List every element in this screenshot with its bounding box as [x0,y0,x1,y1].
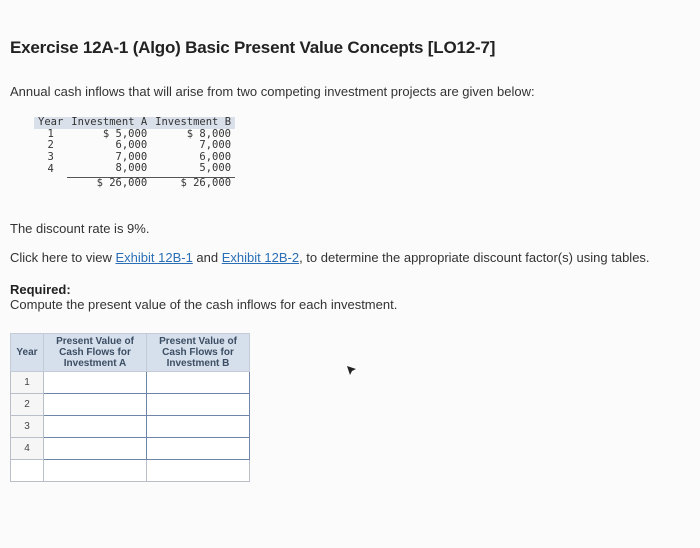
pv-investment-a-year-4-cell [44,438,147,460]
click-prefix: Click here to view [10,250,116,265]
investment-a-cell: 8,000 [115,162,148,174]
total-row-blank [11,460,250,482]
pv-investment-b-year-4-cell [147,438,250,460]
answer-year-cell: 4 [11,438,44,460]
pv-investment-a-year-1-input[interactable] [44,373,146,392]
mouse-pointer-icon-svg [346,365,358,377]
cash-inflows-header-row [34,117,235,129]
pv-investment-a-total-cell [44,460,147,482]
intro-text: Annual cash inflows that will arise from two competing investment projects are given below: [10,84,535,99]
discount-rate-text: The discount rate is 9%. [10,221,150,236]
click-suffix: , to determine the appropriate discount factor(s) using tables. [299,250,650,265]
answer-year-cell: 3 [11,416,44,438]
exhibit-12b-2-link[interactable]: Exhibit 12B-2 [221,250,300,265]
total-row [34,177,235,189]
pv-investment-a-year-2-cell [44,394,147,416]
present-value-answer-table [10,333,250,482]
pv-investment-a-total-input[interactable] [44,461,146,480]
exhibit-12b-1-link[interactable]: Exhibit 12B-1 [115,250,193,265]
pv-investment-b-year-4-input[interactable] [147,439,249,458]
pv-investment-b-year-3-input[interactable] [147,417,249,436]
header-investment-b: Investment B [151,117,235,129]
investment-b-cell: 6,000 [199,150,232,163]
pv-investment-a-year-2-input[interactable] [44,395,146,414]
table-row [11,372,250,394]
table-row [11,394,250,416]
pv-investment-a-year-1-cell [44,372,147,394]
answer-year-cell: 2 [11,394,44,416]
answer-header-row [11,334,250,372]
table-row [34,140,235,152]
year-cell: 4 [47,163,54,176]
pv-investment-a-year-3-input[interactable] [44,417,146,436]
table-row [11,416,250,438]
pv-investment-b-year-1-input[interactable] [147,373,249,392]
investment-b-cell: 7,000 [199,139,232,151]
pv-investment-a-year-4-input[interactable] [44,439,146,458]
investment-a-cell: 7,000 [115,150,148,163]
pv-investment-a-year-3-cell [44,416,147,438]
required-label: Required: [10,282,71,297]
investment-b-cell: 5,000 [199,162,232,174]
table-row [11,438,250,460]
header-investment-a: Investment A [67,117,151,129]
pv-investment-b-year-1-cell [147,372,250,394]
answer-year-cell-blank [11,460,44,482]
year-cell-blank [34,177,67,189]
pv-investment-b-year-2-cell [147,394,250,416]
pv-investment-b-year-2-input[interactable] [147,395,249,414]
pv-investment-b-year-3-cell [147,416,250,438]
table-row [34,163,235,177]
year-cell: 2 [47,139,54,151]
header-year: Year [34,117,67,129]
year-cell: 1 [47,127,54,140]
answer-header-investment-a: Present Value of Cash Flows for Investment A [44,334,147,372]
exercise-title: Exercise 12A-1 (Algo) Basic Present Value Concepts [LO12-7] [10,38,496,57]
exhibit-instructions [10,250,650,265]
investment-b-cell: $ 8,000 [186,127,232,140]
investment-a-cell: 6,000 [115,139,148,151]
required-text: Compute the present value of the cash inflows for each investment. [10,297,398,312]
total-investment-b: $ 26,000 [151,177,235,189]
answer-header-investment-b: Present Value of Cash Flows for Investment B [147,334,250,372]
total-investment-a: $ 26,000 [67,177,151,189]
answer-year-cell: 1 [11,372,44,394]
pv-investment-b-total-cell [147,460,250,482]
cash-inflows-table [34,117,235,189]
click-middle: and [192,250,222,265]
pv-investment-b-total-input[interactable] [147,461,249,480]
year-cell: 3 [47,150,54,163]
answer-header-year: Year [11,334,44,372]
investment-a-cell: $ 5,000 [102,127,148,140]
